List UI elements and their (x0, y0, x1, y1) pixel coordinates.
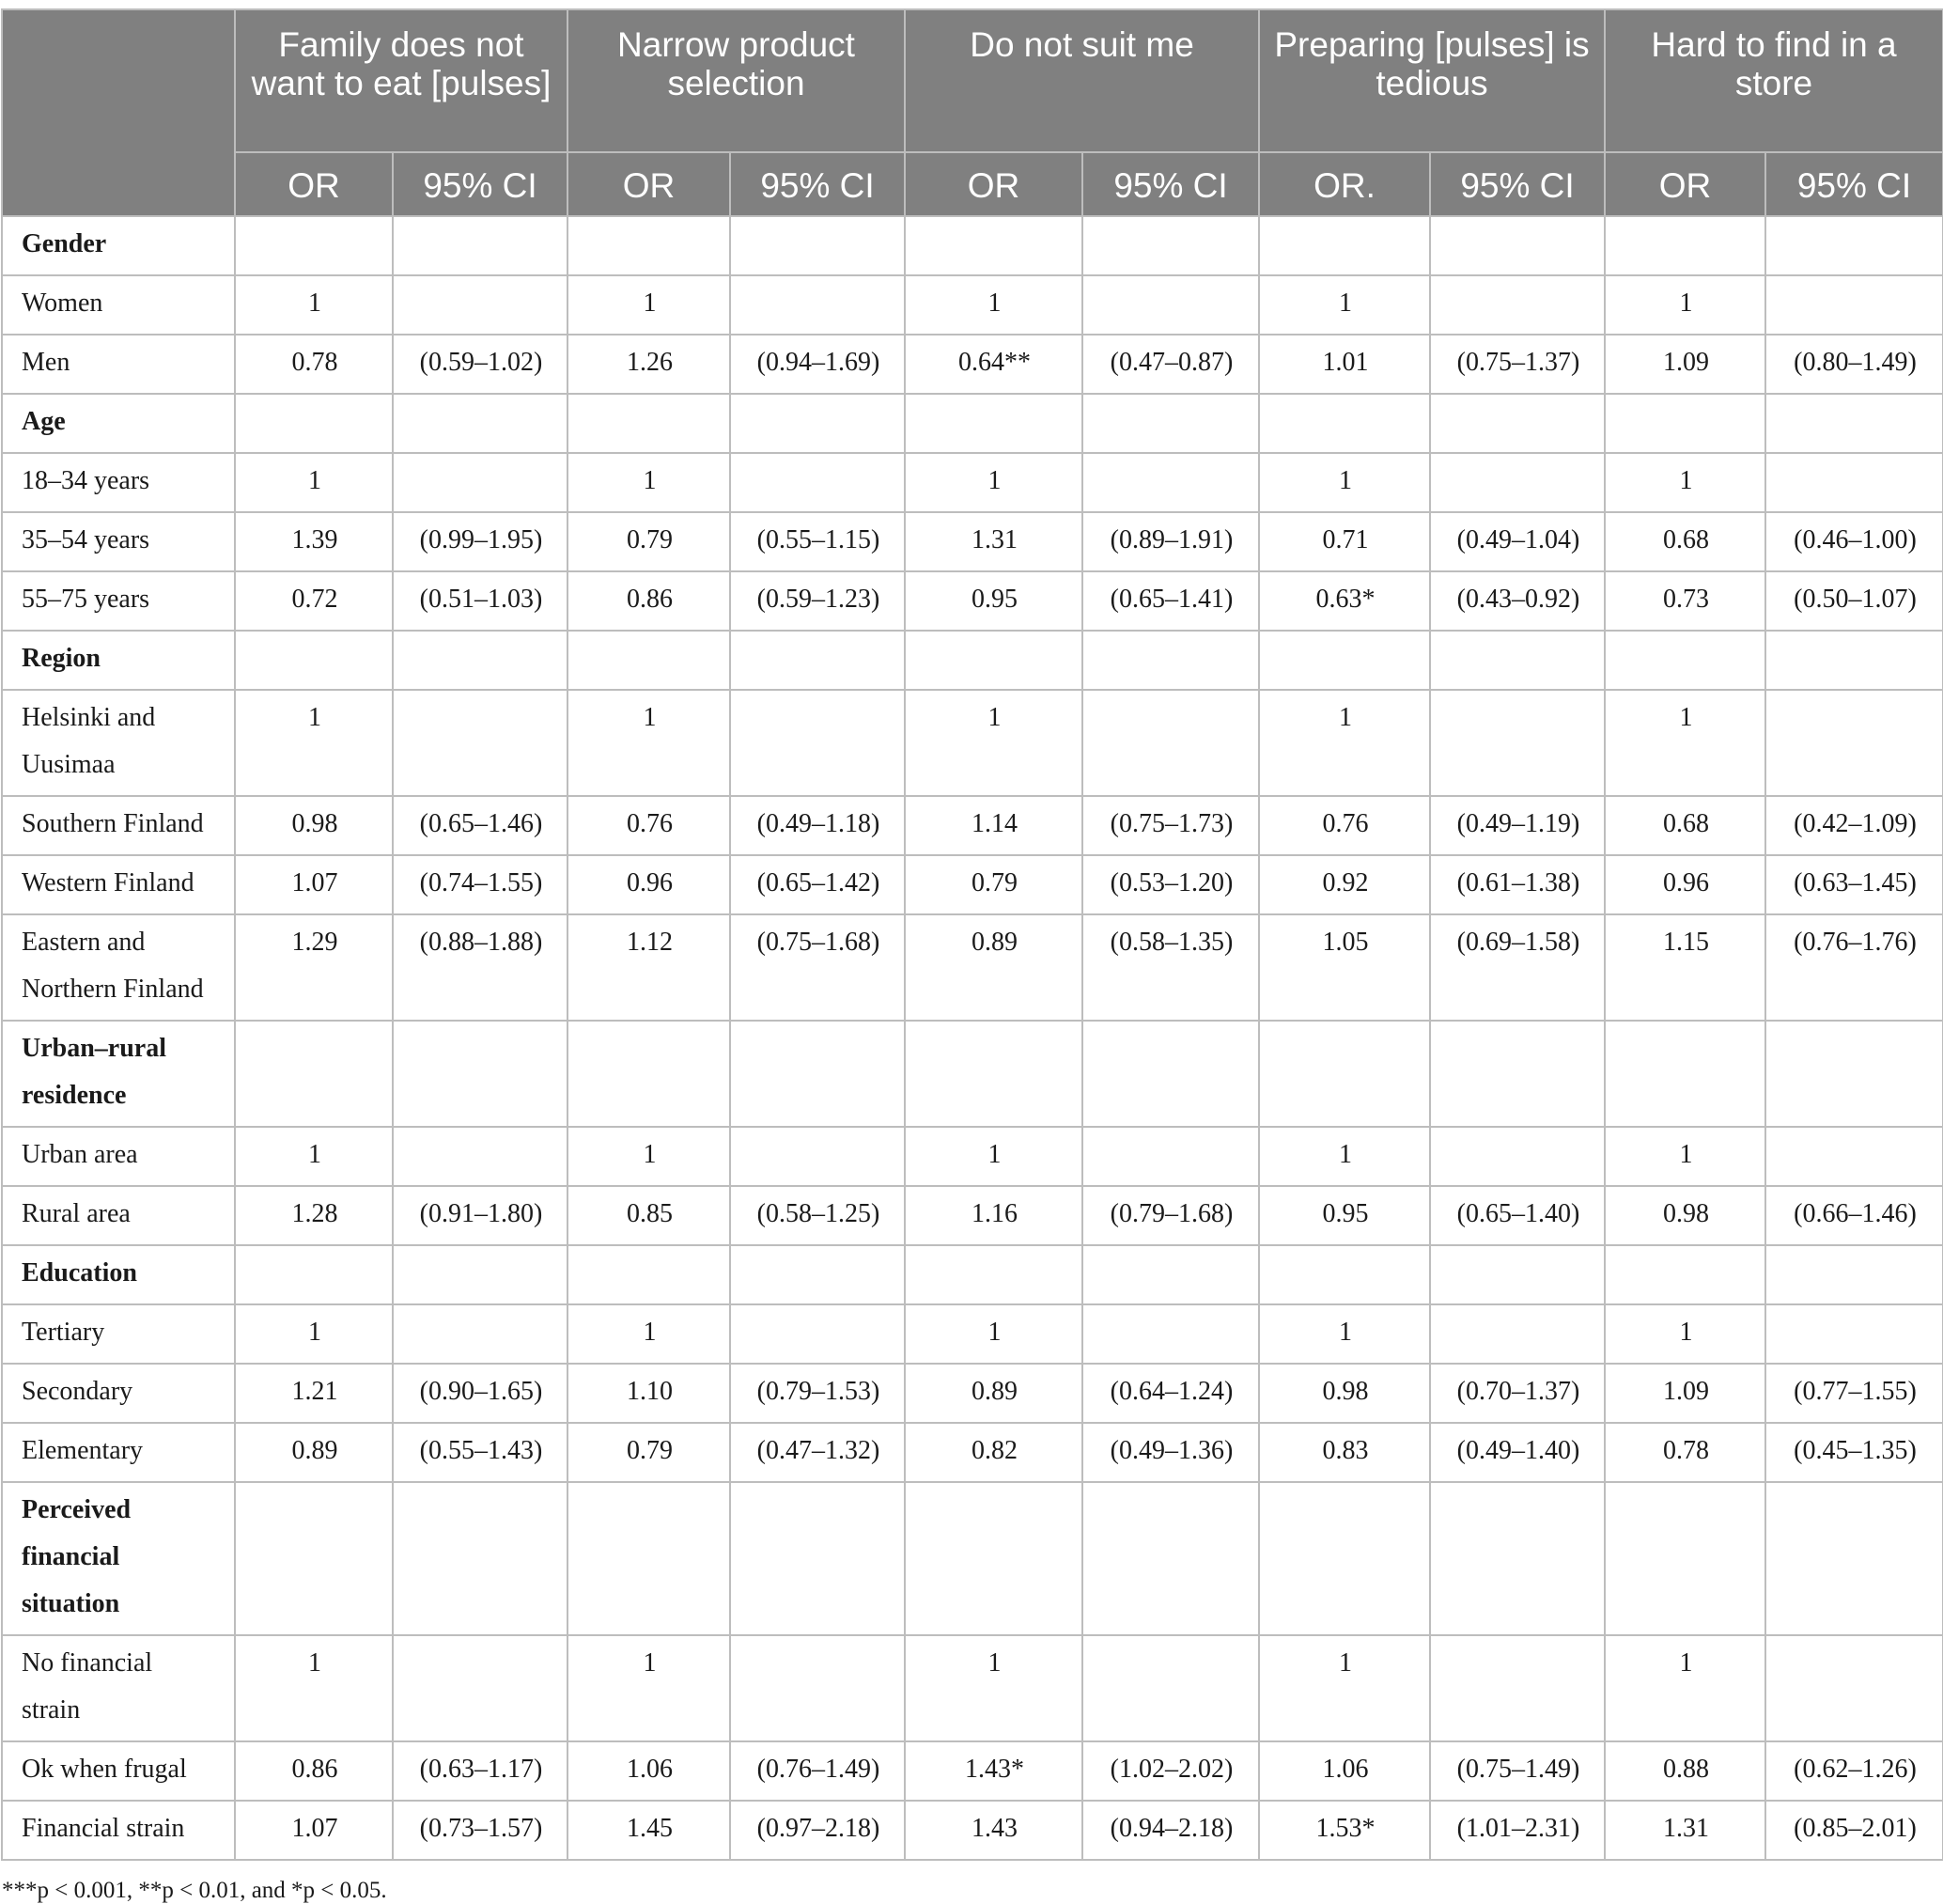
confidence-interval-cell (393, 1127, 567, 1186)
odds-ratio-cell: 1 (905, 275, 1082, 335)
confidence-interval-cell: (0.94–1.69) (730, 335, 905, 394)
table-row (2, 1635, 1943, 1741)
odds-ratio-cell: 0.76 (567, 796, 730, 855)
confidence-interval-cell: (0.76–1.76) (1765, 914, 1943, 1021)
odds-ratio-cell: 1 (1605, 1304, 1765, 1364)
table-row (2, 1741, 1943, 1801)
confidence-interval-cell: (0.61–1.38) (1430, 855, 1605, 914)
odds-ratio-cell: 1 (1605, 453, 1765, 512)
confidence-interval-cell (1082, 690, 1259, 796)
row-label: Secondary (2, 1364, 235, 1423)
odds-ratio-cell: 1 (905, 453, 1082, 512)
odds-ratio-cell: 1 (905, 1635, 1082, 1741)
odds-ratio-cell (235, 1245, 393, 1304)
confidence-interval-cell (730, 1127, 905, 1186)
odds-ratio-cell (235, 631, 393, 690)
confidence-interval-cell: (0.74–1.55) (393, 855, 567, 914)
confidence-interval-cell (1430, 1304, 1605, 1364)
odds-ratio-table (1, 8, 1943, 1861)
odds-ratio-cell: 1 (235, 453, 393, 512)
confidence-interval-cell: (0.75–1.37) (1430, 335, 1605, 394)
subheader-cell: 95% CI (1765, 152, 1943, 216)
confidence-interval-cell: (0.49–1.19) (1430, 796, 1605, 855)
odds-ratio-cell: 1.43* (905, 1741, 1082, 1801)
confidence-interval-cell: (0.88–1.88) (393, 914, 567, 1021)
odds-ratio-cell: 1.01 (1259, 335, 1430, 394)
confidence-interval-cell (1082, 1127, 1259, 1186)
confidence-interval-cell: (1.01–2.31) (1430, 1801, 1605, 1860)
table-row (2, 571, 1943, 631)
section-header-row (2, 394, 1943, 453)
confidence-interval-cell (393, 631, 567, 690)
odds-ratio-cell: 0.68 (1605, 796, 1765, 855)
confidence-interval-cell: (0.77–1.55) (1765, 1364, 1943, 1423)
section-label: Gender (2, 216, 235, 275)
row-label: Women (2, 275, 235, 335)
confidence-interval-cell: (0.69–1.58) (1430, 914, 1605, 1021)
odds-ratio-cell: 0.98 (235, 796, 393, 855)
odds-ratio-cell: 0.96 (1605, 855, 1765, 914)
odds-ratio-cell: 1 (567, 690, 730, 796)
odds-ratio-cell: 0.98 (1605, 1186, 1765, 1245)
odds-ratio-cell: 1.26 (567, 335, 730, 394)
confidence-interval-cell: (0.75–1.68) (730, 914, 905, 1021)
confidence-interval-cell (1430, 1021, 1605, 1127)
row-label: Men (2, 335, 235, 394)
confidence-interval-cell (1082, 216, 1259, 275)
confidence-interval-cell: (0.80–1.49) (1765, 335, 1943, 394)
confidence-interval-cell (1765, 1127, 1943, 1186)
odds-ratio-cell: 1 (1259, 453, 1430, 512)
confidence-interval-cell: (0.49–1.18) (730, 796, 905, 855)
odds-ratio-cell: 0.86 (235, 1741, 393, 1801)
table-row (2, 690, 1943, 796)
odds-ratio-cell: 0.83 (1259, 1423, 1430, 1482)
row-label: 35–54 years (2, 512, 235, 571)
confidence-interval-cell (393, 690, 567, 796)
row-label: Financial strain (2, 1801, 235, 1860)
confidence-interval-cell: (0.55–1.15) (730, 512, 905, 571)
table-row (2, 1364, 1943, 1423)
odds-ratio-cell: 0.89 (905, 914, 1082, 1021)
confidence-interval-cell: (1.02–2.02) (1082, 1741, 1259, 1801)
odds-ratio-cell: 0.72 (235, 571, 393, 631)
confidence-interval-cell (1430, 1482, 1605, 1635)
odds-ratio-cell (905, 216, 1082, 275)
subheader-cell: OR (1605, 152, 1765, 216)
subheader-row (2, 152, 1943, 216)
table-row (2, 855, 1943, 914)
confidence-interval-cell: (0.49–1.04) (1430, 512, 1605, 571)
odds-ratio-cell (905, 1021, 1082, 1127)
confidence-interval-cell (1765, 690, 1943, 796)
confidence-interval-cell (730, 1021, 905, 1127)
odds-ratio-cell (1259, 1021, 1430, 1127)
odds-ratio-cell: 0.78 (235, 335, 393, 394)
header-group: Preparing [pulses] is tedious (1259, 9, 1605, 152)
odds-ratio-cell: 0.63* (1259, 571, 1430, 631)
confidence-interval-cell (1082, 1482, 1259, 1635)
odds-ratio-cell: 1.07 (235, 855, 393, 914)
confidence-interval-cell (393, 453, 567, 512)
odds-ratio-cell: 1.06 (1259, 1741, 1430, 1801)
odds-ratio-cell: 1 (235, 690, 393, 796)
odds-ratio-cell: 1 (567, 1304, 730, 1364)
confidence-interval-cell (1430, 690, 1605, 796)
confidence-interval-cell: (0.75–1.73) (1082, 796, 1259, 855)
confidence-interval-cell (393, 1245, 567, 1304)
odds-ratio-cell (1259, 1482, 1430, 1635)
row-label: Helsinki and Uusimaa (2, 690, 235, 796)
confidence-interval-cell (393, 394, 567, 453)
confidence-interval-cell: (0.46–1.00) (1765, 512, 1943, 571)
odds-ratio-cell: 1 (567, 275, 730, 335)
confidence-interval-cell: (0.47–0.87) (1082, 335, 1259, 394)
odds-ratio-cell: 1 (1605, 690, 1765, 796)
confidence-interval-cell: (0.89–1.91) (1082, 512, 1259, 571)
header-group: Narrow product selection (567, 9, 905, 152)
confidence-interval-cell (1082, 1245, 1259, 1304)
header-group: Do not suit me (905, 9, 1259, 152)
odds-ratio-cell (1605, 631, 1765, 690)
odds-ratio-cell (905, 394, 1082, 453)
table-body (2, 216, 1943, 1860)
confidence-interval-cell: (0.65–1.41) (1082, 571, 1259, 631)
section-label: Urban–rural residence (2, 1021, 235, 1127)
odds-ratio-cell: 1 (905, 1127, 1082, 1186)
odds-ratio-cell (567, 1021, 730, 1127)
confidence-interval-cell (1430, 631, 1605, 690)
row-label: 18–34 years (2, 453, 235, 512)
row-label: Western Finland (2, 855, 235, 914)
odds-ratio-cell: 0.71 (1259, 512, 1430, 571)
confidence-interval-cell: (0.42–1.09) (1765, 796, 1943, 855)
confidence-interval-cell: (0.59–1.02) (393, 335, 567, 394)
row-label: Urban area (2, 1127, 235, 1186)
odds-ratio-cell: 0.79 (905, 855, 1082, 914)
odds-ratio-cell: 1.09 (1605, 335, 1765, 394)
odds-ratio-cell (567, 1482, 730, 1635)
confidence-interval-cell: (0.97–2.18) (730, 1801, 905, 1860)
odds-ratio-cell: 0.76 (1259, 796, 1430, 855)
header-group: Hard to find in a store (1605, 9, 1943, 152)
confidence-interval-cell (1430, 1127, 1605, 1186)
confidence-interval-cell (1082, 631, 1259, 690)
row-label: 55–75 years (2, 571, 235, 631)
odds-ratio-cell: 0.92 (1259, 855, 1430, 914)
odds-ratio-cell (1605, 394, 1765, 453)
odds-ratio-cell: 1 (1605, 1127, 1765, 1186)
confidence-interval-cell (730, 216, 905, 275)
subheader-cell: 95% CI (1082, 152, 1259, 216)
confidence-interval-cell (730, 1482, 905, 1635)
section-label: Perceived financial situation (2, 1482, 235, 1635)
section-label: Age (2, 394, 235, 453)
odds-ratio-cell (1605, 1021, 1765, 1127)
confidence-interval-cell: (0.55–1.43) (393, 1423, 567, 1482)
section-header-row (2, 1021, 1943, 1127)
odds-ratio-cell: 1 (235, 1304, 393, 1364)
confidence-interval-cell (1765, 394, 1943, 453)
odds-ratio-cell: 0.95 (1259, 1186, 1430, 1245)
confidence-interval-cell: (0.50–1.07) (1765, 571, 1943, 631)
confidence-interval-cell: (0.59–1.23) (730, 571, 905, 631)
confidence-interval-cell: (0.65–1.42) (730, 855, 905, 914)
odds-ratio-cell (1259, 631, 1430, 690)
row-label: Tertiary (2, 1304, 235, 1364)
odds-ratio-cell (905, 1245, 1082, 1304)
table-container (0, 8, 1943, 1904)
row-label: Eastern and Northern Finland (2, 914, 235, 1021)
odds-ratio-cell: 0.79 (567, 1423, 730, 1482)
confidence-interval-cell (1765, 453, 1943, 512)
odds-ratio-cell: 1 (1259, 275, 1430, 335)
confidence-interval-cell: (0.79–1.53) (730, 1364, 905, 1423)
odds-ratio-cell (235, 1482, 393, 1635)
confidence-interval-cell (1765, 1304, 1943, 1364)
confidence-interval-cell: (0.65–1.46) (393, 796, 567, 855)
confidence-interval-cell (393, 216, 567, 275)
odds-ratio-cell: 1.31 (905, 512, 1082, 571)
confidence-interval-cell (730, 1304, 905, 1364)
confidence-interval-cell (393, 275, 567, 335)
odds-ratio-cell: 1.43 (905, 1801, 1082, 1860)
confidence-interval-cell: (0.99–1.95) (393, 512, 567, 571)
table-row (2, 1423, 1943, 1482)
odds-ratio-cell (235, 394, 393, 453)
confidence-interval-cell: (0.66–1.46) (1765, 1186, 1943, 1245)
section-label: Region (2, 631, 235, 690)
row-label: Ok when frugal (2, 1741, 235, 1801)
subheader-cell: 95% CI (1430, 152, 1605, 216)
odds-ratio-cell: 1 (1259, 1304, 1430, 1364)
odds-ratio-cell: 0.96 (567, 855, 730, 914)
odds-ratio-cell: 1 (1605, 1635, 1765, 1741)
odds-ratio-cell: 1 (235, 1127, 393, 1186)
odds-ratio-cell: 1 (567, 1635, 730, 1741)
confidence-interval-cell (393, 1304, 567, 1364)
confidence-interval-cell: (0.43–0.92) (1430, 571, 1605, 631)
odds-ratio-cell: 1.53* (1259, 1801, 1430, 1860)
subheader-cell: OR. (1259, 152, 1430, 216)
confidence-interval-cell (1765, 1245, 1943, 1304)
confidence-interval-cell (1430, 275, 1605, 335)
odds-ratio-cell: 0.98 (1259, 1364, 1430, 1423)
header-group: Family does not want to eat [pulses] (235, 9, 567, 152)
confidence-interval-cell (1765, 1482, 1943, 1635)
confidence-interval-cell: (0.76–1.49) (730, 1741, 905, 1801)
confidence-interval-cell: (0.63–1.45) (1765, 855, 1943, 914)
confidence-interval-cell: (0.49–1.40) (1430, 1423, 1605, 1482)
confidence-interval-cell (1765, 1021, 1943, 1127)
confidence-interval-cell (1082, 275, 1259, 335)
subheader-cell: OR (235, 152, 393, 216)
odds-ratio-cell: 1.45 (567, 1801, 730, 1860)
confidence-interval-cell (393, 1482, 567, 1635)
odds-ratio-cell: 1 (905, 690, 1082, 796)
odds-ratio-cell: 0.89 (235, 1423, 393, 1482)
table-row (2, 335, 1943, 394)
odds-ratio-cell: 0.79 (567, 512, 730, 571)
section-header-row (2, 631, 1943, 690)
odds-ratio-cell: 0.88 (1605, 1741, 1765, 1801)
confidence-interval-cell (1430, 1245, 1605, 1304)
odds-ratio-cell (1605, 1482, 1765, 1635)
row-label: Elementary (2, 1423, 235, 1482)
confidence-interval-cell (730, 690, 905, 796)
confidence-interval-cell (393, 1021, 567, 1127)
odds-ratio-cell: 0.89 (905, 1364, 1082, 1423)
subheader-cell: 95% CI (393, 152, 567, 216)
odds-ratio-cell: 1.10 (567, 1364, 730, 1423)
odds-ratio-cell: 1.28 (235, 1186, 393, 1245)
confidence-interval-cell: (0.58–1.25) (730, 1186, 905, 1245)
confidence-interval-cell (1430, 394, 1605, 453)
confidence-interval-cell: (0.58–1.35) (1082, 914, 1259, 1021)
confidence-interval-cell: (0.70–1.37) (1430, 1364, 1605, 1423)
row-label: No financial strain (2, 1635, 235, 1741)
row-label: Rural area (2, 1186, 235, 1245)
odds-ratio-cell: 0.68 (1605, 512, 1765, 571)
table-row (2, 453, 1943, 512)
confidence-interval-cell: (0.65–1.40) (1430, 1186, 1605, 1245)
confidence-interval-cell (730, 1245, 905, 1304)
confidence-interval-cell: (0.63–1.17) (393, 1741, 567, 1801)
odds-ratio-cell: 1.21 (235, 1364, 393, 1423)
confidence-interval-cell (1082, 1304, 1259, 1364)
subheader-cell: OR (905, 152, 1082, 216)
odds-ratio-cell: 1 (235, 275, 393, 335)
odds-ratio-cell (1605, 1245, 1765, 1304)
odds-ratio-cell: 0.86 (567, 571, 730, 631)
odds-ratio-cell: 0.78 (1605, 1423, 1765, 1482)
confidence-interval-cell: (0.45–1.35) (1765, 1423, 1943, 1482)
odds-ratio-cell: 1.09 (1605, 1364, 1765, 1423)
confidence-interval-cell: (0.64–1.24) (1082, 1364, 1259, 1423)
subheader-cell: OR (567, 152, 730, 216)
odds-ratio-cell (1259, 216, 1430, 275)
confidence-interval-cell: (0.91–1.80) (393, 1186, 567, 1245)
odds-ratio-cell: 1.06 (567, 1741, 730, 1801)
odds-ratio-cell: 1.15 (1605, 914, 1765, 1021)
odds-ratio-cell: 0.85 (567, 1186, 730, 1245)
odds-ratio-cell: 1.14 (905, 796, 1082, 855)
confidence-interval-cell: (0.51–1.03) (393, 571, 567, 631)
odds-ratio-cell: 1.16 (905, 1186, 1082, 1245)
confidence-interval-cell: (0.47–1.32) (730, 1423, 905, 1482)
odds-ratio-cell: 1 (567, 453, 730, 512)
odds-ratio-cell (567, 631, 730, 690)
odds-ratio-cell (567, 394, 730, 453)
odds-ratio-cell: 1.29 (235, 914, 393, 1021)
odds-ratio-cell: 1 (905, 1304, 1082, 1364)
odds-ratio-cell: 1 (1259, 1127, 1430, 1186)
confidence-interval-cell (730, 275, 905, 335)
table-row (2, 1304, 1943, 1364)
odds-ratio-cell: 1.07 (235, 1801, 393, 1860)
odds-ratio-cell (1259, 394, 1430, 453)
odds-ratio-cell (235, 216, 393, 275)
odds-ratio-cell (905, 1482, 1082, 1635)
odds-ratio-cell: 1.31 (1605, 1801, 1765, 1860)
confidence-interval-cell (1082, 1635, 1259, 1741)
confidence-interval-cell (1430, 1635, 1605, 1741)
odds-ratio-cell: 1.05 (1259, 914, 1430, 1021)
odds-ratio-cell: 1.12 (567, 914, 730, 1021)
odds-ratio-cell: 0.73 (1605, 571, 1765, 631)
section-header-row (2, 216, 1943, 275)
confidence-interval-cell (1765, 1635, 1943, 1741)
table-row (2, 275, 1943, 335)
table-row (2, 796, 1943, 855)
odds-ratio-cell (1605, 216, 1765, 275)
table-row (2, 1127, 1943, 1186)
confidence-interval-cell (393, 1635, 567, 1741)
confidence-interval-cell (1765, 275, 1943, 335)
subheader-cell: 95% CI (730, 152, 905, 216)
confidence-interval-cell (1082, 394, 1259, 453)
confidence-interval-cell: (0.49–1.36) (1082, 1423, 1259, 1482)
odds-ratio-cell: 1.39 (235, 512, 393, 571)
odds-ratio-cell: 0.82 (905, 1423, 1082, 1482)
odds-ratio-cell: 1 (1259, 690, 1430, 796)
confidence-interval-cell: (0.79–1.68) (1082, 1186, 1259, 1245)
confidence-interval-cell: (0.90–1.65) (393, 1364, 567, 1423)
confidence-interval-cell (1430, 453, 1605, 512)
odds-ratio-cell (905, 631, 1082, 690)
confidence-interval-cell (730, 394, 905, 453)
confidence-interval-cell (1430, 216, 1605, 275)
section-header-row (2, 1482, 1943, 1635)
confidence-interval-cell (1765, 631, 1943, 690)
odds-ratio-cell (567, 216, 730, 275)
table-row (2, 1186, 1943, 1245)
table-row (2, 1801, 1943, 1860)
odds-ratio-cell: 1 (1259, 1635, 1430, 1741)
confidence-interval-cell (730, 631, 905, 690)
section-header-row (2, 1245, 1943, 1304)
confidence-interval-cell (1082, 453, 1259, 512)
odds-ratio-cell (1259, 1245, 1430, 1304)
odds-ratio-cell: 0.64** (905, 335, 1082, 394)
corner-header-cell (2, 9, 235, 216)
table-row (2, 914, 1943, 1021)
row-label: Southern Finland (2, 796, 235, 855)
odds-ratio-cell: 1 (235, 1635, 393, 1741)
confidence-interval-cell (1765, 216, 1943, 275)
odds-ratio-cell: 1 (567, 1127, 730, 1186)
confidence-interval-cell (730, 1635, 905, 1741)
odds-ratio-cell: 0.95 (905, 571, 1082, 631)
odds-ratio-cell (567, 1245, 730, 1304)
confidence-interval-cell (730, 453, 905, 512)
confidence-interval-cell: (0.53–1.20) (1082, 855, 1259, 914)
confidence-interval-cell: (0.75–1.49) (1430, 1741, 1605, 1801)
table-row (2, 512, 1943, 571)
table-footnote: ***p < 0.001, **p < 0.01, and *p < 0.05. (2, 1878, 387, 1903)
header-group-row (2, 9, 1943, 152)
confidence-interval-cell: (0.94–2.18) (1082, 1801, 1259, 1860)
section-label: Education (2, 1245, 235, 1304)
odds-ratio-cell (235, 1021, 393, 1127)
odds-ratio-cell: 1 (1605, 275, 1765, 335)
confidence-interval-cell (1082, 1021, 1259, 1127)
confidence-interval-cell: (0.62–1.26) (1765, 1741, 1943, 1801)
confidence-interval-cell: (0.85–2.01) (1765, 1801, 1943, 1860)
confidence-interval-cell: (0.73–1.57) (393, 1801, 567, 1860)
